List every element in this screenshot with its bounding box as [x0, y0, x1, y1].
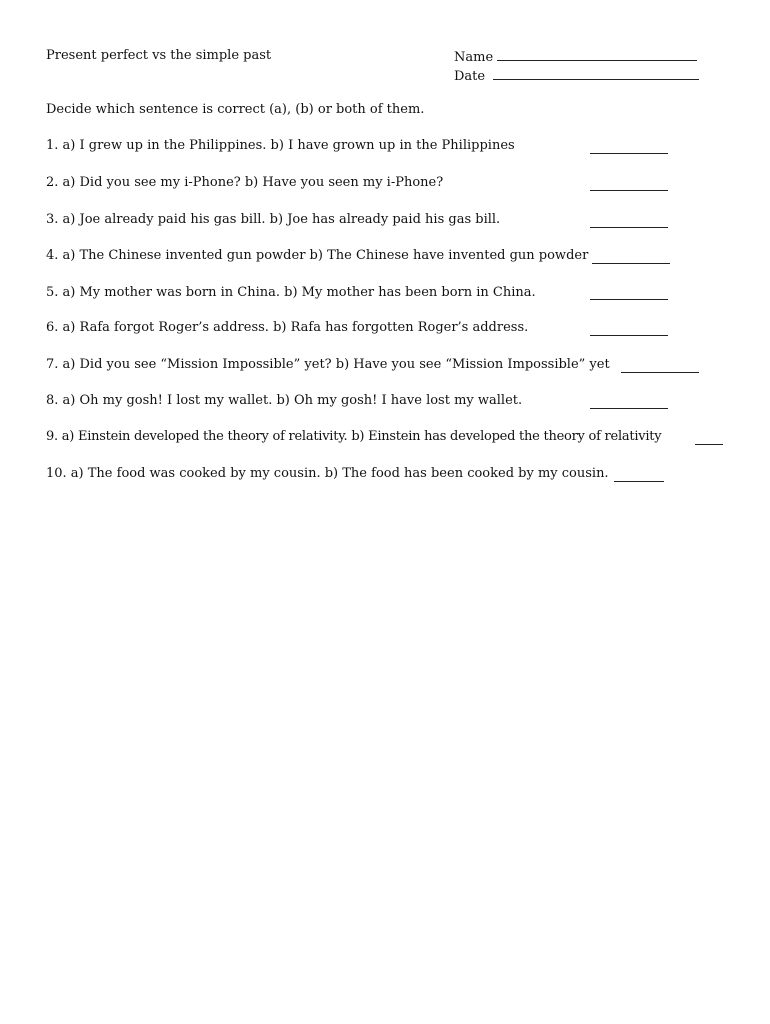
question-3: 3. a) Joe already paid his gas bill. b) Joe has already paid his gas bill. — [46, 212, 501, 227]
name-answer-line[interactable] — [497, 48, 697, 61]
answer-blank-7[interactable] — [621, 372, 699, 373]
worksheet-title: Present perfect vs the simple past — [46, 48, 272, 63]
question-8: 8. a) Oh my gosh! I lost my wallet. b) Oh my gosh! I have lost my wallet. — [46, 393, 523, 408]
date-answer-line[interactable] — [493, 67, 699, 80]
question-5: 5. a) My mother was born in China. b) My mother has been born in China. — [46, 285, 536, 300]
answer-blank-8[interactable] — [590, 408, 668, 409]
question-7: 7. a) Did you see “Mission Impossible” yet? b) Have you see “Mission Impossible” yet — [46, 357, 610, 372]
date-label: Date — [454, 69, 486, 84]
answer-blank-3[interactable] — [590, 227, 668, 228]
answer-blank-10[interactable] — [614, 481, 664, 482]
answer-blank-2[interactable] — [590, 190, 668, 191]
answer-blank-1[interactable] — [590, 153, 668, 154]
name-label: Name — [454, 50, 494, 65]
question-4: 4. a) The Chinese invented gun powder b) The Chinese have invented gun powder — [46, 248, 589, 263]
answer-blank-4[interactable] — [592, 263, 670, 264]
answer-blank-6[interactable] — [590, 335, 668, 336]
question-2: 2. a) Did you see my i-Phone? b) Have you seen my i-Phone? — [46, 175, 444, 190]
name-field[interactable] — [454, 48, 697, 65]
date-field[interactable] — [454, 67, 699, 84]
instructions: Decide which sentence is correct (a), (b) or both of them. — [46, 102, 425, 117]
question-9: 9. a) Einstein developed the theory of relativity. b) Einstein has developed the theory of relativity — [46, 429, 662, 444]
question-10: 10. a) The food was cooked by my cousin. b) The food has been cooked by my cousin. — [46, 466, 609, 481]
question-6: 6. a) Rafa forgot Roger’s address. b) Rafa has forgotten Roger’s address. — [46, 320, 529, 335]
answer-blank-9[interactable] — [695, 444, 723, 445]
answer-blank-5[interactable] — [590, 299, 668, 300]
question-1: 1. a) I grew up in the Philippines. b) I have grown up in the Philippines — [46, 138, 515, 153]
